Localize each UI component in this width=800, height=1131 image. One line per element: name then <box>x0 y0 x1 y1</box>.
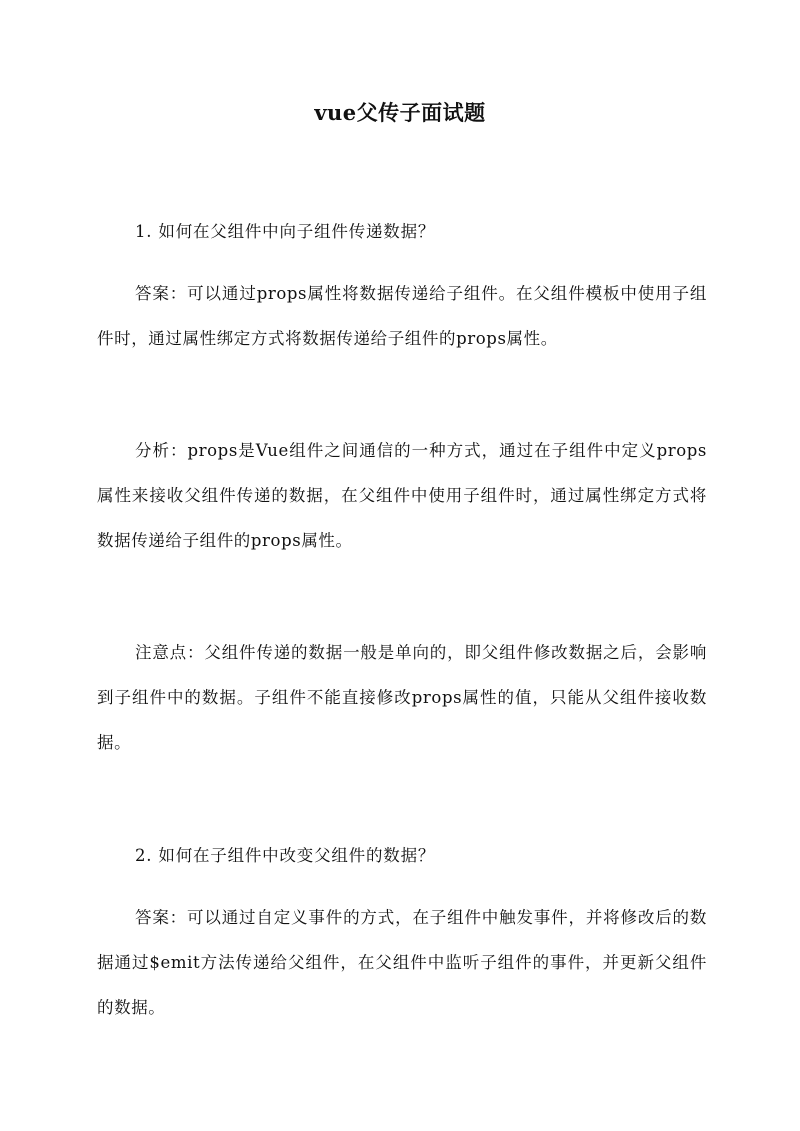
answer-2: 答案：可以通过自定义事件的方式，在子组件中触发事件，并将修改后的数据通过$emit方法传递给父组件，在父组件中监听子组件的事件，并更新父组件的数据。 <box>97 908 707 1017</box>
analysis-1: 分析：props是Vue组件之间通信的一种方式，通过在子组件中定义props属性来接收父组件传递的数据，在父组件中使用子组件时，通过属性绑定方式将数据传递给子组件的props属性。 <box>97 441 707 550</box>
question-2: 2. 如何在子组件中改变父组件的数据？ <box>135 846 436 865</box>
answer-1: 答案：可以通过props属性将数据传递给子组件。在父组件模板中使用子组件时，通过属性绑定方式将数据传递给子组件的props属性。 <box>97 284 707 348</box>
page-title: vue父传子面试题 <box>314 100 486 125</box>
question-1: 1. 如何在父组件中向子组件传递数据？ <box>135 222 436 241</box>
note-1: 注意点：父组件传递的数据一般是单向的，即父组件修改数据之后，会影响到子组件中的数据。子组件不能直接修改props属性的值，只能从父组件接收数据。 <box>97 643 707 752</box>
